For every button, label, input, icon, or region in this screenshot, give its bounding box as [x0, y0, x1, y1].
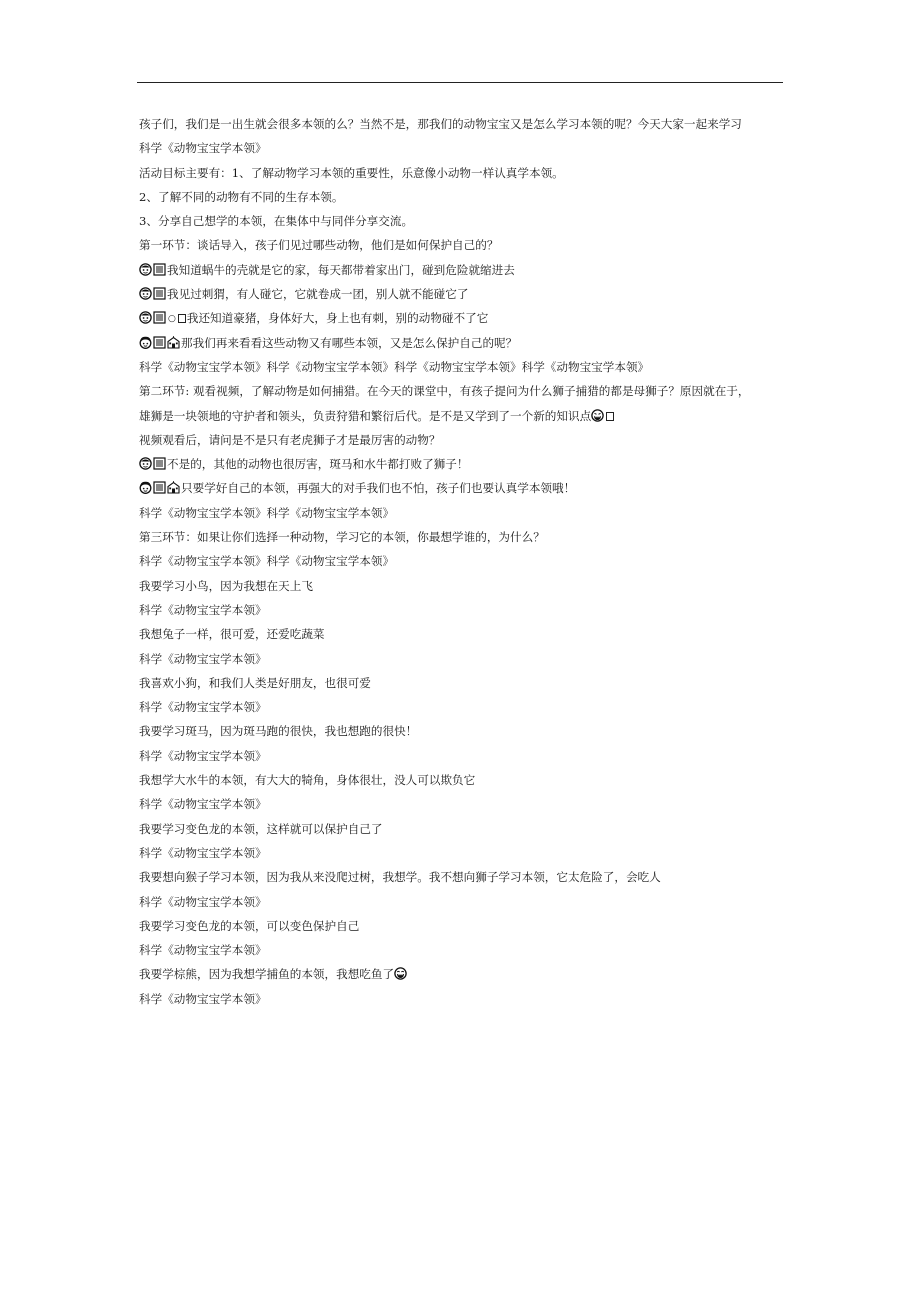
small-figure-icon: ○ — [168, 314, 176, 325]
school-emoji-icon — [167, 336, 180, 349]
video-question: 视频观看后，请问是不是只有老虎狮子才是最厉害的动物？ — [139, 432, 441, 447]
title-repeat-2a: 科学《动物宝宝学本领》科学《动物宝宝学本领》 — [139, 505, 395, 520]
answer-bear — [139, 962, 785, 986]
title-line-g: 科学《动物宝宝学本领》 — [139, 894, 267, 909]
snail-answer-line — [139, 258, 785, 282]
title-line-b: 科学《动物宝宝学本领》 — [139, 651, 267, 666]
child-face-emoji-icon — [139, 287, 152, 300]
speech-box-emoji-icon — [153, 481, 166, 494]
answer-rabbit: 我想兔子一样，很可爱，还爱吃蔬菜 — [139, 627, 325, 642]
intro-line-1: 孩子们，我们是一出生就会很多本领的么？当然不是，那我们的动物宝宝又是怎么学习本领的呢？今天大家一起来学习 — [139, 117, 742, 131]
goal-line-3: 3、分享自己想学的本领，在集体中与同伴分享交流。 — [139, 214, 414, 229]
teacher-line-1 — [139, 331, 785, 355]
teacher-line-2 — [139, 476, 785, 500]
title-line-h: 科学《动物宝宝学本领》 — [139, 943, 267, 958]
goal-line-2: 2、了解不同的动物有不同的生存本领。 — [139, 189, 344, 204]
teacher-face-emoji-icon — [139, 481, 152, 494]
title-line-d: 科学《动物宝宝学本领》 — [139, 748, 267, 763]
speech-box-emoji-icon — [153, 287, 166, 300]
answer-bear-text: 我要学棕熊，因为我想学捕鱼的本领，我想吃鱼了 — [139, 967, 395, 982]
teacher-face-emoji-icon — [139, 336, 152, 349]
teacher-line-2-text: 只要学好自己的本领，再强大的对手我们也不怕，孩子们也要认真学本领哦！ — [181, 481, 576, 496]
grin-emoji-icon — [591, 409, 604, 422]
child-face-emoji-icon — [139, 457, 152, 470]
hedgehog-answer-line — [139, 282, 785, 306]
answer-buffalo: 我想学大水牛的本领，有大大的犄角，身体很壮，没人可以欺负它 — [139, 773, 476, 788]
intro-line-2: 科学《动物宝宝学本领》 — [139, 141, 267, 156]
speech-box-emoji-icon — [153, 263, 166, 276]
hedgehog-answer-text: 我见过刺猬，有人碰它，它就卷成一团，别人就不能碰它了 — [167, 287, 469, 302]
section-1-heading: 第一环节：谈话导入，孩子们见过哪些动物，他们是如何保护自己的？ — [139, 238, 499, 253]
section-2-line-2-text: 雄狮是一块领地的守护者和领头，负责狩猎和繁衍后代。是不是又学到了一个新的知识点 — [139, 408, 592, 423]
answer-monkey: 我要想向猴子学习本领，因为我从来没爬过树，我想学。我不想向狮子学习本领，它太危险了，会吃人 — [139, 870, 661, 885]
child-answer-text: 不是的，其他的动物也很厉害，斑马和水牛都打败了狮子！ — [167, 457, 469, 472]
document-body — [139, 112, 785, 1011]
porcupine-answer-line — [139, 306, 785, 330]
child-answer-line — [139, 452, 785, 476]
title-line-i: 科学《动物宝宝学本领》 — [139, 991, 267, 1006]
title-line-c: 科学《动物宝宝学本领》 — [139, 700, 267, 715]
header-rule — [137, 82, 783, 83]
missing-glyph-box-icon — [606, 412, 614, 421]
snail-answer-text: 我知道蜗牛的壳就是它的家，每天都带着家出门，碰到危险就缩进去 — [167, 262, 515, 277]
title-line-e: 科学《动物宝宝学本领》 — [139, 797, 267, 812]
missing-glyph-box-icon — [178, 314, 186, 323]
answer-zebra: 我要学习斑马，因为斑马跑的很快，我也想跑的很快！ — [139, 724, 418, 739]
speech-box-emoji-icon — [153, 457, 166, 470]
answer-bird: 我要学习小鸟，因为我想在天上飞 — [139, 578, 313, 593]
teacher-line-1-text: 那我们再来看看这些动物又有哪些本领，又是怎么保护自己的呢？ — [181, 335, 518, 350]
speech-box-emoji-icon — [153, 336, 166, 349]
answer-chameleon-2: 我要学习变色龙的本领，可以变色保护自己 — [139, 918, 360, 933]
section-2-line-2 — [139, 404, 785, 428]
section-2-line-1: 第二环节: 观看视频，了解动物是如何捕猎。在今天的课堂中，有孩子提问为什么狮子捕猎的都是母狮子？原因就在于， — [139, 384, 750, 399]
laugh-emoji-icon — [394, 967, 407, 980]
school-emoji-icon — [167, 481, 180, 494]
child-face-emoji-icon — [139, 263, 152, 276]
title-line-f: 科学《动物宝宝学本领》 — [139, 845, 267, 860]
answer-dog: 我喜欢小狗，和我们人类是好朋友，也很可爱 — [139, 675, 371, 690]
title-line-a: 科学《动物宝宝学本领》 — [139, 602, 267, 617]
title-repeat-2b: 科学《动物宝宝学本领》科学《动物宝宝学本领》 — [139, 554, 395, 569]
section-3-heading: 第三环节：如果让你们选择一种动物，学习它的本领，你最想学谁的，为什么？ — [139, 530, 545, 545]
title-repeat-4: 科学《动物宝宝学本领》科学《动物宝宝学本领》科学《动物宝宝学本领》科学《动物宝宝学本领》 — [139, 359, 650, 374]
goal-line-1: 活动目标主要有：1、了解动物学习本领的重要性，乐意像小动物一样认真学本领。 — [139, 165, 564, 180]
porcupine-answer-text: 我还知道豪猪，身体好大，身上也有刺，别的动物碰不了它 — [186, 311, 489, 326]
child-face-emoji-icon — [139, 311, 152, 324]
answer-chameleon-1: 我要学习变色龙的本领，这样就可以保护自己了 — [139, 821, 383, 836]
speech-box-emoji-icon — [153, 311, 166, 324]
